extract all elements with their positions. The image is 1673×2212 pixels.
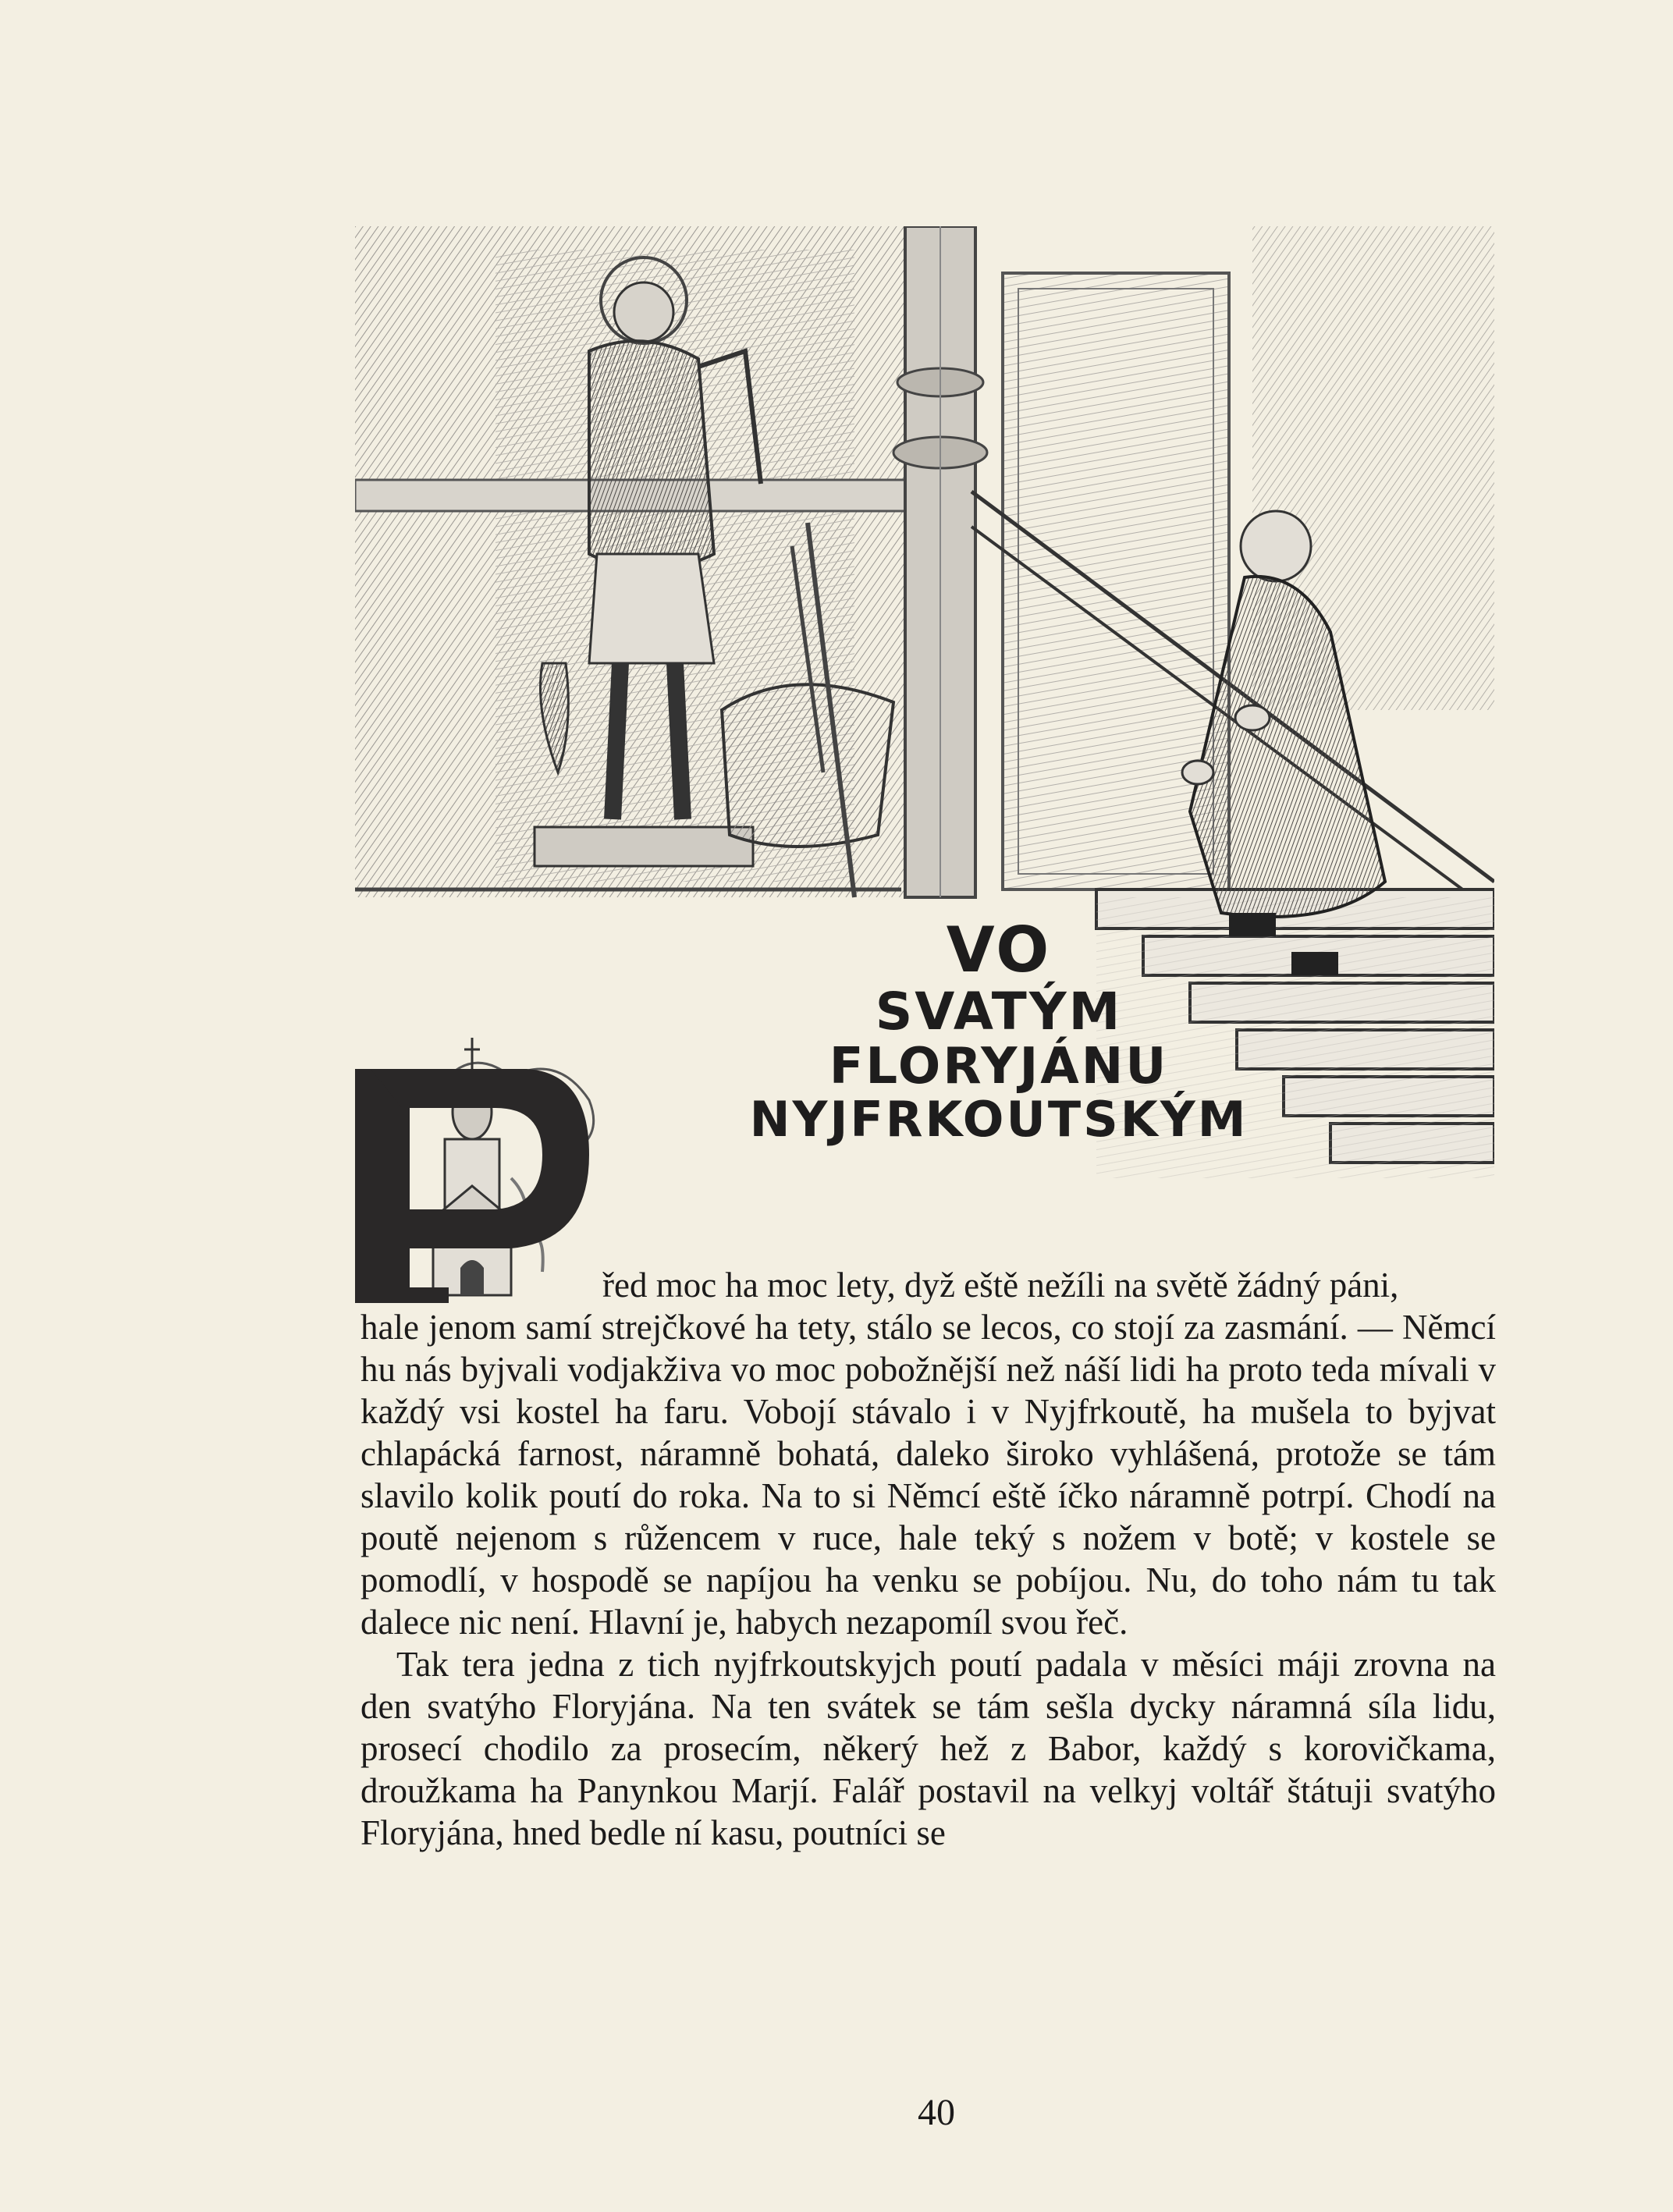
title-line-1: VO <box>946 914 1052 986</box>
page-number: 40 <box>918 2092 955 2133</box>
chapter-title <box>726 914 1272 1148</box>
title-line-4: NYJFRKOUTSKÝM <box>749 1090 1249 1148</box>
title-line-2: SVATÝM <box>875 982 1123 1042</box>
paragraph-1: hale jenom samí strejčkové ha tety, stálo se lecos, co stojí za zasmání. — Němcí hu nás byjvali vodjakživa vo moc pobožnější než náší lidi ha proto teda mívali v každý vsi kostel ha faru. Vobojí stávalo i v Nyjfrkoutě, ha mušela to byjvat chlapácká farnost, náramně bohatá, daleko široko vyhlášená, protože se tám slavilo kolik poutí do roka. Na to si Němcí eště íčko náramně potrpí. Chodí na poutě nejenom s růžencem v ruce, hale teký s nožem v botě; v kostele se pomodlí, v hospodě se napíjou ha venku se pobíjou. Nu, do toho nám tu tak dalece nic není. Hlavní je, habych nezapomíl svou řeč. <box>361 1308 1496 1642</box>
chapter-body <box>361 1264 1496 1854</box>
decorative-initial-with-burning-church <box>355 1038 613 1303</box>
paragraph-2: Tak tera jedna z tich nyjfrkoutskyjch poutí padala v měsíci máji zrovna na den svatýho Floryjána. Na ten svátek se tám sešla dycky náramná síla lidu, prosecí chodilo za prosecím, někerý hež z Babor, každý s korovičkama, droužkama ha Panynkou Marjí. Falář postavil na velkyj voltář štátuji svatýho Floryjána, hned bedle ní kasu, poutníci se <box>361 1645 1496 1852</box>
title-line-3: FLORYJÁNU <box>829 1037 1169 1095</box>
paragraph-first-line: řed moc ha moc lety, dyž eště nežíli na světě žádný páni, <box>602 1266 1399 1305</box>
